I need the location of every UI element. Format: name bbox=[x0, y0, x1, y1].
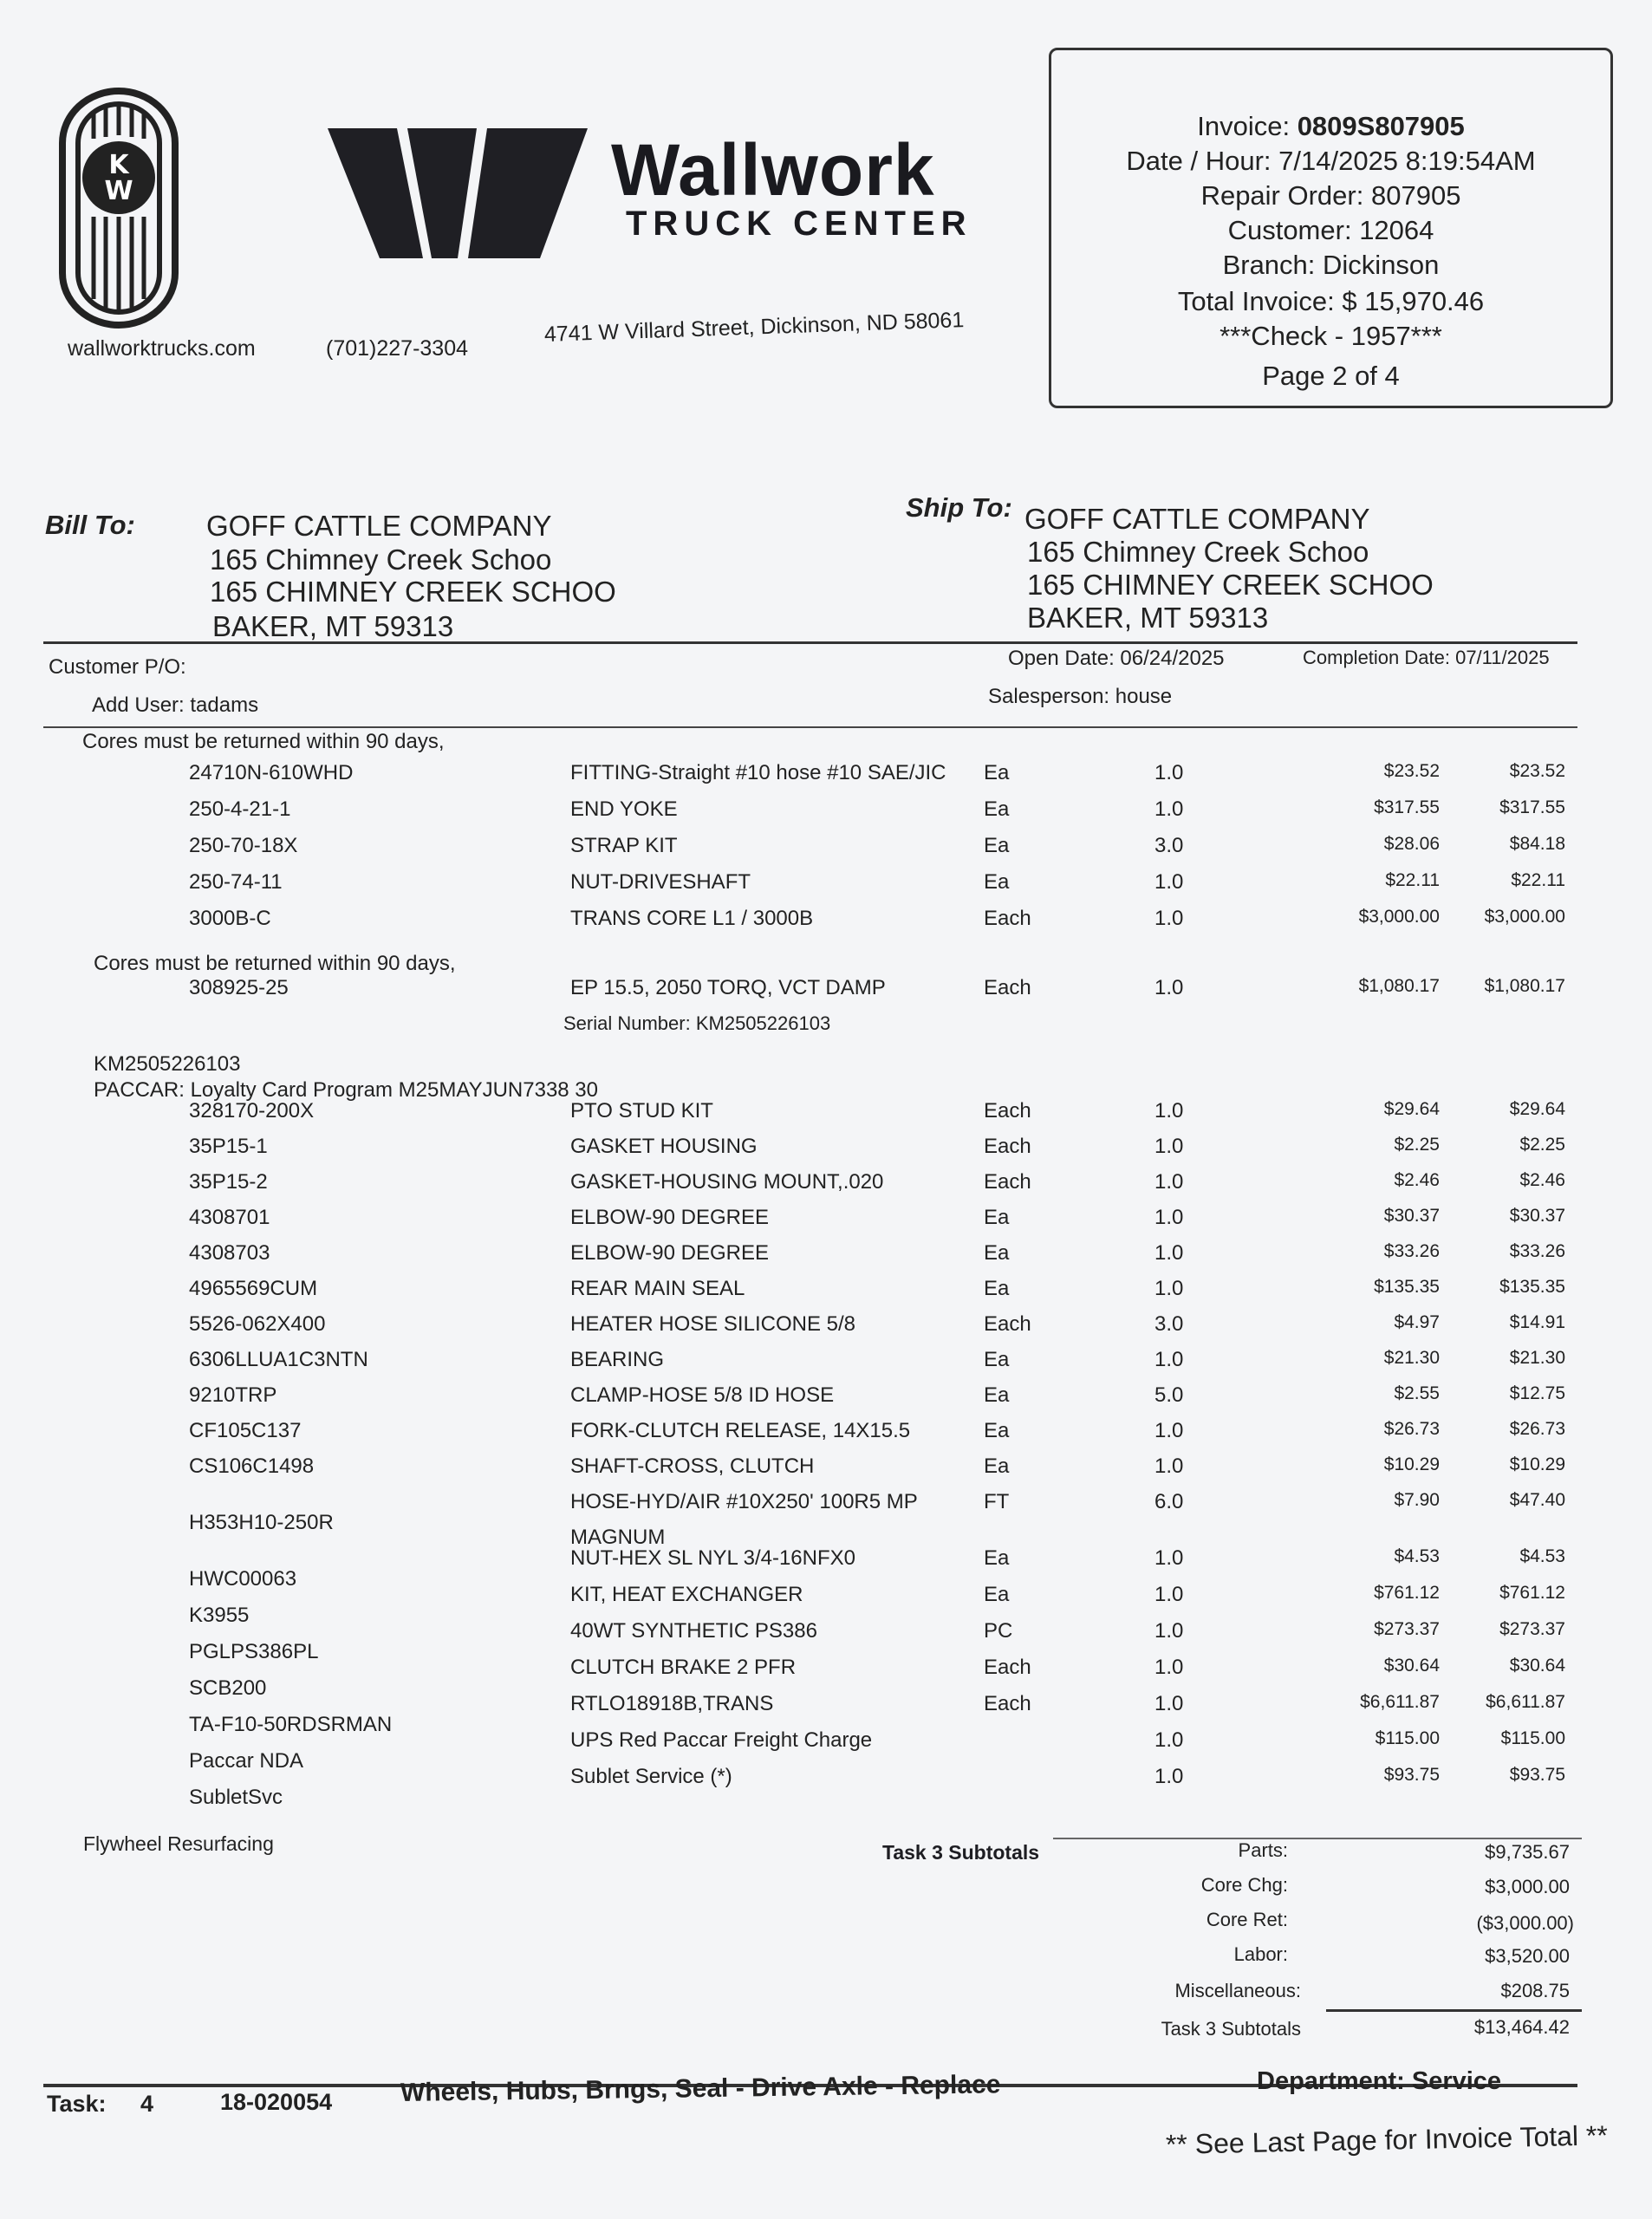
unit-of-measure: Each bbox=[984, 1135, 1031, 1158]
line-item bbox=[0, 1765, 1652, 1809]
unit-of-measure: Each bbox=[984, 1099, 1031, 1123]
task-number: 4 bbox=[140, 2091, 154, 2117]
subtotal-label: Core Chg: bbox=[1200, 1874, 1288, 1896]
quantity: 1.0 bbox=[1154, 1546, 1184, 1570]
extended-price: $93.75 bbox=[1509, 1765, 1565, 1785]
line-item bbox=[0, 1383, 1652, 1418]
quantity: 1.0 bbox=[1154, 1656, 1184, 1679]
bill-to-line: BAKER, MT 59313 bbox=[212, 610, 454, 642]
extended-price: $47.40 bbox=[1509, 1490, 1565, 1510]
extended-price: $135.35 bbox=[1499, 1277, 1565, 1297]
subtotal-value: $3,000.00 bbox=[1485, 1876, 1570, 1897]
unit-price: $30.64 bbox=[1383, 1656, 1440, 1676]
quantity: 1.0 bbox=[1154, 797, 1184, 821]
brand-name: Wallwork bbox=[611, 129, 935, 211]
unit-price: $26.73 bbox=[1383, 1419, 1440, 1439]
line-item bbox=[0, 1277, 1652, 1311]
part-number: 5526-062X400 bbox=[189, 1312, 326, 1336]
item-description: TRANS CORE L1 / 3000B bbox=[570, 907, 814, 930]
line-item bbox=[0, 1419, 1652, 1454]
divider bbox=[43, 641, 1577, 644]
divider bbox=[43, 726, 1577, 728]
unit-price: $22.11 bbox=[1385, 870, 1440, 890]
salesperson: Salesperson: house bbox=[988, 685, 1173, 708]
unit-of-measure: Each bbox=[984, 907, 1031, 930]
bill-to-line: GOFF CATTLE COMPANY bbox=[206, 510, 552, 542]
line-item bbox=[0, 1135, 1652, 1169]
item-description: HOSE-HYD/AIR #10X250' 100R5 MP bbox=[570, 1490, 918, 1513]
cores-note: Cores must be returned within 90 days, bbox=[94, 952, 456, 975]
line-item bbox=[0, 1348, 1652, 1383]
part-number: CF105C137 bbox=[189, 1419, 302, 1442]
phone-number: (701)227-3304 bbox=[326, 336, 469, 361]
ship-to-label: Ship To: bbox=[906, 492, 1012, 523]
part-number: SCB200 bbox=[189, 1676, 267, 1700]
unit-of-measure: Each bbox=[984, 1170, 1031, 1194]
kenworth-logo-icon bbox=[54, 87, 184, 329]
date-label: Date / Hour: bbox=[1126, 146, 1272, 176]
extended-price: $26.73 bbox=[1509, 1419, 1565, 1439]
part-number: 250-70-18X bbox=[189, 834, 298, 857]
line-item bbox=[0, 1312, 1652, 1347]
ship-to-line: 165 Chimney Creek Schoo bbox=[1027, 536, 1369, 568]
item-description: REAR MAIN SEAL bbox=[570, 1277, 745, 1300]
part-number: TA-F10-50RDSRMAN bbox=[189, 1713, 393, 1736]
ship-to-line: GOFF CATTLE COMPANY bbox=[1024, 503, 1370, 535]
quantity: 1.0 bbox=[1154, 1206, 1184, 1229]
quantity: 1.0 bbox=[1154, 1419, 1184, 1442]
unit-price: $2.46 bbox=[1394, 1170, 1440, 1190]
invoice-info-box bbox=[1049, 48, 1613, 408]
part-number: 250-74-11 bbox=[189, 870, 283, 894]
item-description: CLUTCH BRAKE 2 PFR bbox=[570, 1656, 797, 1679]
item-description: FITTING-Straight #10 hose #10 SAE/JIC bbox=[570, 761, 946, 784]
total-invoice-value: $ 15,970.46 bbox=[1342, 286, 1485, 316]
item-description: UPS Red Paccar Freight Charge bbox=[570, 1728, 873, 1752]
quantity: 1.0 bbox=[1154, 1099, 1184, 1123]
subtotals-heading: Task 3 Subtotals bbox=[882, 1841, 1040, 1864]
item-description: PTO STUD KIT bbox=[570, 1099, 713, 1123]
part-number: CS106C1498 bbox=[189, 1454, 315, 1478]
unit-price: $317.55 bbox=[1374, 797, 1440, 817]
line-item bbox=[0, 1170, 1652, 1205]
part-number: 3000B-C bbox=[189, 907, 271, 930]
subtotals-rule bbox=[1053, 1838, 1582, 1839]
subtotal-value: ($3,000.00) bbox=[1476, 1912, 1574, 1934]
item-description: END YOKE bbox=[570, 797, 678, 821]
svg-text:K: K bbox=[108, 150, 129, 180]
part-number: 9210TRP bbox=[189, 1383, 277, 1407]
quantity: 1.0 bbox=[1154, 1619, 1184, 1643]
item-description: STRAP KIT bbox=[570, 834, 678, 857]
quantity: 1.0 bbox=[1154, 907, 1184, 930]
quantity: 1.0 bbox=[1154, 1765, 1184, 1788]
repair-order-row bbox=[1051, 180, 1610, 211]
unit-price: $761.12 bbox=[1374, 1583, 1440, 1603]
line-item bbox=[0, 1490, 1652, 1534]
unit-of-measure: Ea bbox=[984, 1583, 1010, 1606]
unit-of-measure: Ea bbox=[984, 1383, 1010, 1407]
unit-price: $33.26 bbox=[1383, 1241, 1440, 1261]
subtotal-value: $3,520.00 bbox=[1485, 1945, 1570, 1967]
unit-price: $2.55 bbox=[1394, 1383, 1440, 1403]
line-item bbox=[0, 761, 1652, 796]
item-description: ELBOW-90 DEGREE bbox=[570, 1241, 769, 1265]
unit-of-measure: Each bbox=[984, 1656, 1031, 1679]
unit-price: $93.75 bbox=[1383, 1765, 1440, 1785]
extended-price: $317.55 bbox=[1499, 797, 1565, 817]
branch-value: Dickinson bbox=[1323, 250, 1440, 280]
item-description: BEARING bbox=[570, 1348, 665, 1371]
part-number: 35P15-2 bbox=[189, 1170, 268, 1194]
line-item bbox=[0, 1454, 1652, 1489]
task-total-label: Task 3 Subtotals bbox=[1161, 2018, 1301, 2040]
flywheel-note: Flywheel Resurfacing bbox=[83, 1832, 274, 1855]
part-number: HWC00063 bbox=[189, 1567, 297, 1591]
unit-of-measure: Ea bbox=[984, 1241, 1010, 1265]
part-number: Paccar NDA bbox=[189, 1749, 304, 1773]
unit-of-measure: Ea bbox=[984, 834, 1010, 857]
part-number: 6306LLUA1C3NTN bbox=[189, 1348, 368, 1371]
part-number: H353H10-250R bbox=[189, 1511, 334, 1534]
add-user: Add User: tadams bbox=[92, 693, 259, 717]
item-description: FORK-CLUTCH RELEASE, 14X15.5 bbox=[570, 1419, 911, 1442]
unit-of-measure: Each bbox=[984, 976, 1031, 999]
subtotal-value: $9,735.67 bbox=[1485, 1841, 1570, 1863]
unit-price: $273.37 bbox=[1374, 1619, 1440, 1639]
subtotal-label: Labor: bbox=[1233, 1943, 1288, 1965]
invoice-number-row bbox=[1051, 111, 1610, 142]
quantity: 3.0 bbox=[1154, 1312, 1184, 1336]
line-item bbox=[0, 834, 1652, 869]
extended-price: $2.25 bbox=[1519, 1135, 1565, 1155]
extended-price: $3,000.00 bbox=[1484, 907, 1565, 927]
extended-price: $10.29 bbox=[1509, 1454, 1565, 1474]
item-description: Sublet Service (*) bbox=[570, 1765, 732, 1788]
unit-of-measure: Ea bbox=[984, 1277, 1010, 1300]
unit-of-measure: Each bbox=[984, 1692, 1031, 1715]
unit-of-measure: PC bbox=[984, 1619, 1013, 1643]
unit-price: $10.29 bbox=[1383, 1454, 1440, 1474]
extended-price: $2.46 bbox=[1519, 1170, 1565, 1190]
part-number: 308925-25 bbox=[189, 976, 289, 999]
invoice-number: 0809S807905 bbox=[1297, 111, 1465, 141]
unit-price: $2.25 bbox=[1394, 1135, 1440, 1155]
extended-price: $30.64 bbox=[1509, 1656, 1565, 1676]
line-item bbox=[0, 1619, 1652, 1663]
branch-label: Branch: bbox=[1222, 250, 1316, 280]
item-description: GASKET HOUSING bbox=[570, 1135, 758, 1158]
branch-row bbox=[1051, 250, 1610, 281]
item-description: GASKET-HOUSING MOUNT,.020 bbox=[570, 1170, 884, 1194]
item-description: EP 15.5, 2050 TORQ, VCT DAMP bbox=[570, 976, 886, 999]
item-description: RTLO18918B,TRANS bbox=[570, 1692, 774, 1715]
quantity: 1.0 bbox=[1154, 1454, 1184, 1478]
item-description: SHAFT-CROSS, CLUTCH bbox=[570, 1454, 815, 1478]
line-item bbox=[0, 1241, 1652, 1276]
quantity: 6.0 bbox=[1154, 1490, 1184, 1513]
line-item bbox=[0, 797, 1652, 832]
extended-price: $33.26 bbox=[1509, 1241, 1565, 1261]
total-invoice-label: Total Invoice: bbox=[1177, 286, 1335, 316]
extended-price: $21.30 bbox=[1509, 1348, 1565, 1368]
customer-po-label: Customer P/O: bbox=[49, 655, 186, 679]
wallwork-logo-icon bbox=[328, 128, 588, 258]
serial-number: Serial Number: KM2505226103 bbox=[563, 1012, 831, 1034]
unit-of-measure: Ea bbox=[984, 1546, 1010, 1570]
unit-of-measure: Ea bbox=[984, 870, 1010, 894]
extended-price: $30.37 bbox=[1509, 1206, 1565, 1226]
svg-text:W: W bbox=[104, 176, 133, 206]
extended-price: $22.11 bbox=[1511, 870, 1565, 890]
unit-price: $1,080.17 bbox=[1358, 976, 1440, 996]
part-number: SubletSvc bbox=[189, 1786, 283, 1809]
part-number: K3955 bbox=[189, 1604, 250, 1627]
quantity: 3.0 bbox=[1154, 834, 1184, 857]
quantity: 1.0 bbox=[1154, 1728, 1184, 1752]
extended-price: $23.52 bbox=[1509, 761, 1565, 781]
part-number: 250-4-21-1 bbox=[189, 797, 291, 821]
unit-price: $6,611.87 bbox=[1360, 1692, 1440, 1712]
task-total-value: $13,464.42 bbox=[1473, 2016, 1570, 2038]
item-description-continued: MAGNUM bbox=[570, 1526, 666, 1549]
department: Department: Service bbox=[1257, 2067, 1502, 2095]
subtotal-label: Parts: bbox=[1238, 1839, 1288, 1861]
item-description: KIT, HEAT EXCHANGER bbox=[570, 1583, 803, 1606]
item-description: ELBOW-90 DEGREE bbox=[570, 1206, 769, 1229]
task-code: 18-020054 bbox=[220, 2089, 333, 2115]
date-hour-row bbox=[1051, 146, 1610, 177]
item-description: CLAMP-HOSE 5/8 ID HOSE bbox=[570, 1383, 835, 1407]
bill-to-line: 165 Chimney Creek Schoo bbox=[210, 543, 552, 576]
line-item bbox=[0, 976, 1652, 1011]
item-description: NUT-DRIVESHAFT bbox=[570, 870, 751, 894]
line-item bbox=[0, 1206, 1652, 1240]
unit-price: $4.53 bbox=[1394, 1546, 1440, 1566]
unit-of-measure: Ea bbox=[984, 1454, 1010, 1478]
ship-to-line: BAKER, MT 59313 bbox=[1027, 602, 1269, 634]
unit-of-measure: Ea bbox=[984, 797, 1010, 821]
part-number: 4308703 bbox=[189, 1241, 270, 1265]
customer-value: 12064 bbox=[1359, 215, 1434, 245]
unit-price: $21.30 bbox=[1383, 1348, 1440, 1368]
part-number: 24710N-610WHD bbox=[189, 761, 354, 784]
quantity: 1.0 bbox=[1154, 1692, 1184, 1715]
open-date: Open Date: 06/24/2025 bbox=[1008, 647, 1225, 670]
date-value: 7/14/2025 8:19:54AM bbox=[1278, 146, 1536, 176]
quantity: 5.0 bbox=[1154, 1383, 1184, 1407]
quantity: 1.0 bbox=[1154, 870, 1184, 894]
part-number: 328170-200X bbox=[189, 1099, 315, 1123]
page-indicator: Page 2 of 4 bbox=[1262, 361, 1400, 391]
extended-price: $6,611.87 bbox=[1486, 1692, 1565, 1712]
unit-of-measure: Ea bbox=[984, 761, 1010, 784]
unit-price: $28.06 bbox=[1383, 834, 1440, 854]
unit-price: $30.37 bbox=[1383, 1206, 1440, 1226]
task-label: Task: bbox=[47, 2091, 107, 2117]
website-link[interactable]: wallworktrucks.com bbox=[68, 336, 256, 361]
unit-of-measure: Ea bbox=[984, 1419, 1010, 1442]
unit-price: $3,000.00 bbox=[1358, 907, 1440, 927]
item-description: HEATER HOSE SILICONE 5/8 bbox=[570, 1312, 855, 1336]
line-item bbox=[0, 1728, 1652, 1773]
quantity: 1.0 bbox=[1154, 1241, 1184, 1265]
part-number: 4308701 bbox=[189, 1206, 270, 1229]
unit-of-measure: Each bbox=[984, 1312, 1031, 1336]
extended-price: $14.91 bbox=[1509, 1312, 1565, 1332]
unit-price: $29.64 bbox=[1383, 1099, 1440, 1119]
extended-price: $115.00 bbox=[1500, 1728, 1565, 1748]
unit-of-measure: FT bbox=[984, 1490, 1010, 1513]
quantity: 1.0 bbox=[1154, 1135, 1184, 1158]
extended-price: $273.37 bbox=[1499, 1619, 1565, 1639]
see-last-page-note: ** See Last Page for Invoice Total ** bbox=[1165, 2119, 1609, 2160]
subtotal-label: Miscellaneous: bbox=[1174, 1980, 1301, 2001]
invoice-label: Invoice: bbox=[1197, 111, 1291, 141]
unit-of-measure: Ea bbox=[984, 1206, 1010, 1229]
unit-price: $135.35 bbox=[1374, 1277, 1440, 1297]
quantity: 1.0 bbox=[1154, 761, 1184, 784]
extended-price: $4.53 bbox=[1519, 1546, 1565, 1566]
line-item bbox=[0, 870, 1652, 905]
task-description: Wheels, Hubs, Brngs, Seal - Drive Axle - Replace bbox=[400, 2070, 1001, 2107]
subtotal-value: $208.75 bbox=[1500, 1980, 1570, 2001]
quantity: 1.0 bbox=[1154, 1170, 1184, 1194]
repair-order-value: 807905 bbox=[1370, 180, 1461, 211]
ship-to-line: 165 CHIMNEY CREEK SCHOO bbox=[1027, 569, 1434, 601]
quantity: 1.0 bbox=[1154, 1583, 1184, 1606]
repair-order-label: Repair Order: bbox=[1200, 180, 1364, 211]
line-item bbox=[0, 1099, 1652, 1134]
line-item bbox=[0, 1692, 1652, 1736]
subtotal-label: Core Ret: bbox=[1206, 1909, 1288, 1930]
extended-price: $761.12 bbox=[1499, 1583, 1565, 1603]
unit-price: $23.52 bbox=[1383, 761, 1440, 781]
line-item bbox=[0, 1583, 1652, 1627]
part-number: PGLPS386PL bbox=[189, 1640, 319, 1663]
unit-price: $4.97 bbox=[1394, 1312, 1440, 1332]
part-number: 35P15-1 bbox=[189, 1135, 268, 1158]
unit-of-measure: Ea bbox=[984, 1348, 1010, 1371]
total-rule bbox=[1326, 2009, 1582, 2012]
street-address: 4741 W Villard Street, Dickinson, ND 58061 bbox=[543, 308, 965, 347]
quantity: 1.0 bbox=[1154, 1348, 1184, 1371]
bill-to-line: 165 CHIMNEY CREEK SCHOO bbox=[210, 576, 616, 608]
paccar-loyalty-note: PACCAR: Loyalty Card Program M25MAYJUN7338 30 bbox=[94, 1078, 598, 1102]
quantity: 1.0 bbox=[1154, 976, 1184, 999]
extended-price: $84.18 bbox=[1509, 834, 1565, 854]
cores-note: Cores must be returned within 90 days, bbox=[82, 730, 445, 753]
extended-price: $1,080.17 bbox=[1484, 976, 1565, 996]
completion-date: Completion Date: 07/11/2025 bbox=[1303, 647, 1550, 668]
unit-price: $115.00 bbox=[1375, 1728, 1440, 1748]
extended-price: $29.64 bbox=[1509, 1099, 1565, 1119]
item-description: NUT-HEX SL NYL 3/4-16NFX0 bbox=[570, 1546, 856, 1570]
brand-subtitle: TRUCK CENTER bbox=[626, 205, 972, 243]
line-item bbox=[0, 1546, 1652, 1591]
part-number: 4965569CUM bbox=[189, 1277, 318, 1300]
check-number: ***Check - 1957*** bbox=[1219, 321, 1442, 351]
item-description: 40WT SYNTHETIC PS386 bbox=[570, 1619, 817, 1643]
customer-label: Customer: bbox=[1227, 215, 1352, 245]
line-item bbox=[0, 1656, 1652, 1700]
bill-to-label: Bill To: bbox=[45, 510, 135, 540]
extended-price: $12.75 bbox=[1509, 1383, 1565, 1403]
customer-row bbox=[1051, 215, 1610, 246]
quantity: 1.0 bbox=[1154, 1277, 1184, 1300]
serial-line: KM2505226103 bbox=[94, 1052, 241, 1076]
unit-price: $7.90 bbox=[1394, 1490, 1440, 1510]
total-invoice-row bbox=[1051, 286, 1610, 317]
line-item bbox=[0, 907, 1652, 941]
